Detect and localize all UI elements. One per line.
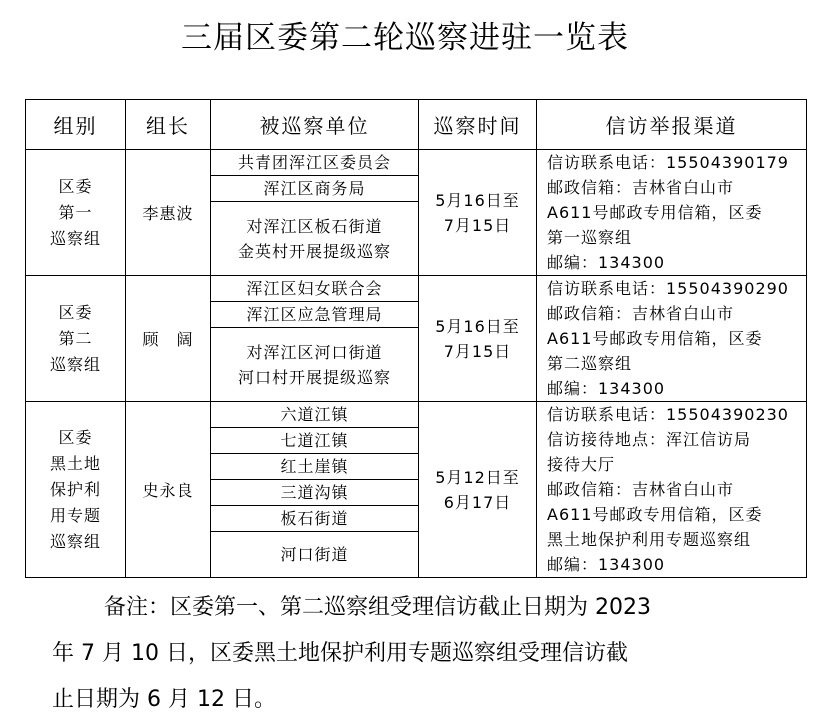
unit-cell: 对浑江区河口街道 河口村开展提级巡察 [211, 328, 419, 402]
time-cell [419, 402, 537, 578]
group-name-line: 第二 [58, 328, 93, 348]
channel-line: 第一巡察组 [547, 228, 633, 247]
group-name-line: 保护利 [49, 479, 101, 499]
unit-cell: 河口街道 [211, 532, 419, 578]
channel-line: 接待大厅 [547, 455, 616, 474]
channel-line: A611号邮政专用信箱，区委 [547, 505, 763, 524]
channel-line: 信访联系电话：15504390179 [547, 153, 789, 172]
channel-cell [537, 276, 807, 402]
table-row [26, 402, 807, 428]
channel-line: 邮政信箱：吉林省白山市 [547, 304, 735, 323]
group-name-line: 区委 [58, 176, 93, 196]
note-line-1: 备注：区委第一、第二巡察组受理信访截止日期为 2023 [104, 595, 651, 620]
time-line: 5月12日至 [435, 467, 520, 487]
group-name-line: 巡察组 [49, 354, 101, 374]
unit-cell: 对浑江区板石街道 金英村开展提级巡察 [211, 202, 419, 276]
time-line: 6月17日 [443, 492, 512, 512]
group-name-line: 用专题 [49, 505, 101, 525]
channel-line: A611号邮政专用信箱，区委 [547, 203, 763, 222]
leader-cell: 李惠波 [126, 150, 211, 276]
channel-cell [537, 402, 807, 578]
header-time: 巡察时间 [419, 100, 537, 150]
group-name-line: 区委 [58, 427, 93, 447]
table-header-row [26, 100, 807, 150]
unit-cell: 浑江区妇女联合会 [211, 276, 419, 302]
channel-line: 邮政信箱：吉林省白山市 [547, 480, 735, 499]
channel-line: 邮政信箱：吉林省白山市 [547, 178, 735, 197]
group-name-line: 区委 [58, 302, 93, 322]
channel-cell [537, 150, 807, 276]
header-channel: 信访举报渠道 [537, 100, 807, 150]
channel-line: 信访联系电话：15504390290 [547, 279, 789, 298]
unit-cell: 红土崖镇 [211, 454, 419, 480]
inspection-table [25, 99, 807, 578]
group-name-line: 巡察组 [49, 228, 101, 248]
group-name-line: 黑土地 [49, 453, 101, 473]
channel-line: 信访联系电话：15504390230 [547, 405, 789, 424]
header-group: 组别 [26, 100, 126, 150]
time-line: 5月16日至 [435, 316, 520, 336]
time-line: 7月15日 [443, 341, 512, 361]
channel-line: 黑土地保护利用专题巡察组 [547, 530, 752, 549]
unit-cell: 三道沟镇 [211, 480, 419, 506]
group-name-cell [26, 276, 126, 402]
unit-cell: 共青团浑江区委员会 [211, 150, 419, 176]
unit-cell: 浑江区应急管理局 [211, 302, 419, 328]
group-name-cell [26, 402, 126, 578]
page-title: 三届区委第二轮巡察进驻一览表 [181, 20, 629, 56]
leader-cell: 史永良 [126, 402, 211, 578]
channel-line: 邮编：134300 [547, 253, 666, 272]
leader-cell: 顾 阔 [126, 276, 211, 402]
group-name-line: 第一 [58, 202, 93, 222]
channel-line: 第二巡察组 [547, 354, 633, 373]
channel-line: 信访接待地点：浑江信访局 [547, 430, 752, 449]
unit-cell: 浑江区商务局 [211, 176, 419, 202]
unit-cell: 七道江镇 [211, 428, 419, 454]
header-unit: 被巡察单位 [211, 100, 419, 150]
time-cell [419, 276, 537, 402]
table-row [26, 150, 807, 176]
group-name-line: 巡察组 [49, 531, 101, 551]
channel-line: A611号邮政专用信箱，区委 [547, 329, 763, 348]
note-line-2: 年 7 月 10 日，区委黑土地保护利用专题巡察组受理信访截 [52, 641, 628, 666]
table-row [26, 276, 807, 302]
channel-line: 邮编：134300 [547, 555, 666, 574]
time-line: 7月15日 [443, 215, 512, 235]
channel-line: 邮编：134300 [547, 379, 666, 398]
header-leader: 组长 [126, 100, 211, 150]
unit-cell: 六道江镇 [211, 402, 419, 428]
time-cell [419, 150, 537, 276]
unit-cell: 板石街道 [211, 506, 419, 532]
note [52, 585, 772, 723]
note-line-3: 止日期为 6 月 12 日。 [52, 687, 276, 712]
time-line: 5月16日至 [435, 190, 520, 210]
group-name-cell [26, 150, 126, 276]
